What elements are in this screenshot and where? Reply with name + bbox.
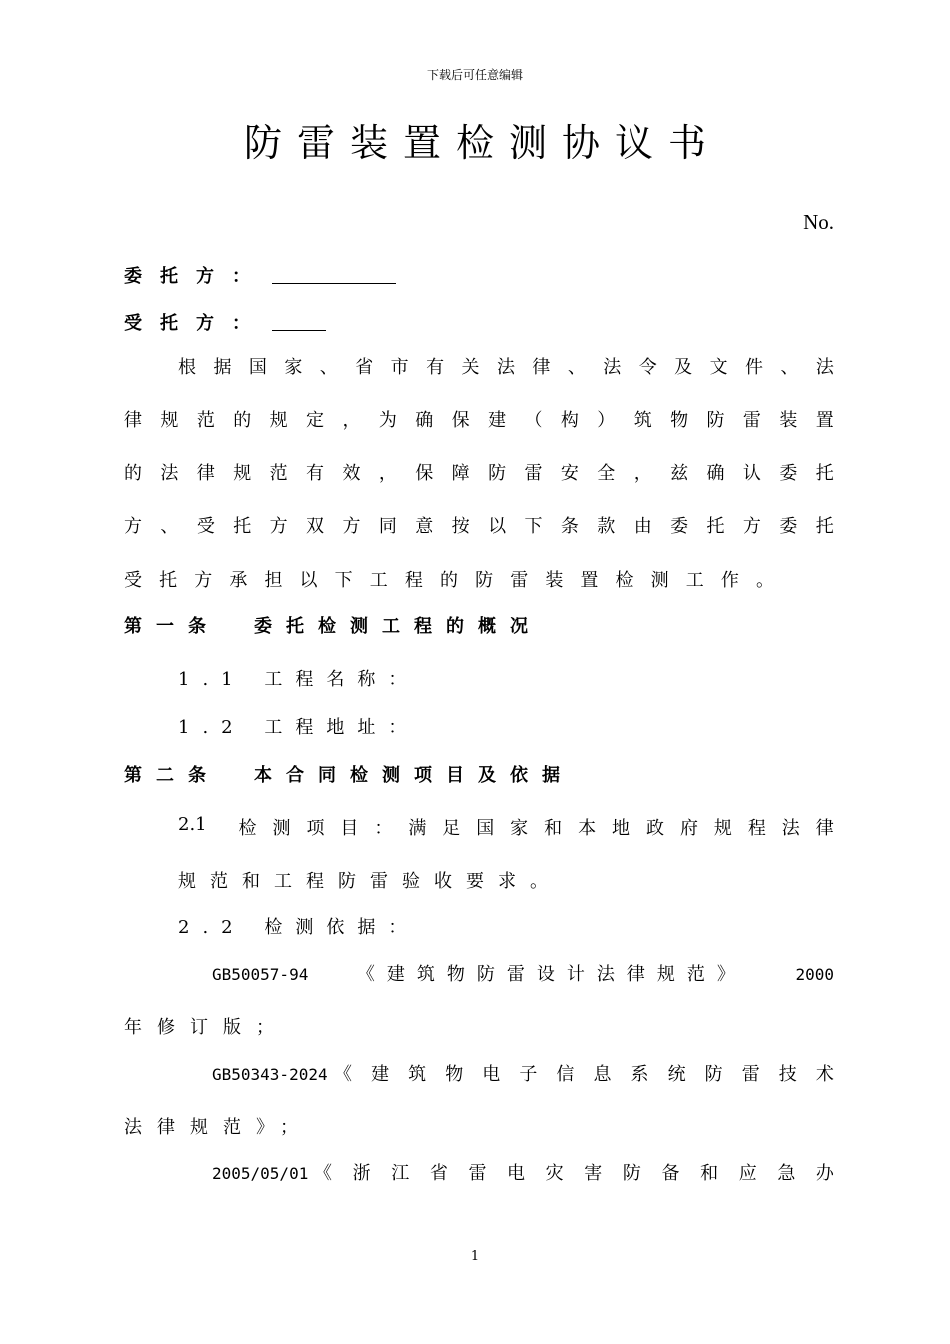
document-title: 防雷装置检测协议书 (243, 121, 721, 165)
standard-1-year: 2000 (795, 965, 834, 984)
article-2-title: 本合同检测项目及依据 (254, 765, 574, 786)
test-basis-item: 2.2 检测依据： (178, 917, 420, 938)
page-header: 下载后可任意编辑 (426, 68, 523, 82)
article-2-heading (124, 761, 574, 787)
standard-1-line-2: 年修订版； (124, 1017, 289, 1038)
standard-2-code: GB50343-2024 (212, 1065, 328, 1084)
intro-line-1: 根 据 国 家 、 省 市 有 关 法 律 、 法 令 及 文 件 、 法 (178, 357, 834, 378)
standard-1-line (212, 960, 834, 986)
intro-line-5: 受 托 方 承 担 以 下 工 程 的 防 雷 装 置 检 测 工 作 。 (124, 570, 774, 591)
project-name-item: 1.1 工程名称： (178, 669, 420, 690)
article-1-heading (124, 612, 542, 638)
standard-1-code: GB50057-94 (212, 965, 309, 984)
document-number: No. (803, 210, 834, 234)
contractor-label: 受托方： (124, 313, 268, 334)
article-1-number: 第一条 (124, 616, 220, 637)
project-address-item: 1.2 工程地址： (178, 717, 420, 738)
page-number: 1 (470, 1249, 480, 1264)
standard-3-line (212, 1159, 834, 1185)
standard-2-line-2: 法律规范》； (124, 1117, 313, 1138)
client-row (124, 262, 396, 288)
intro-line-2: 律 规 范 的 规 定 ， 为 确 保 建 （ 构 ） 筑 物 防 雷 装 置 (124, 410, 834, 431)
client-blank (272, 265, 396, 284)
intro-line-3: 的 法 律 规 范 有 效 ， 保 障 防 雷 安 全 ， 兹 确 认 委 托 (124, 463, 834, 484)
contractor-row (124, 309, 326, 335)
client-label: 委托方： (124, 266, 268, 287)
contractor-blank (272, 312, 326, 331)
test-items-line-2: 规范和工程防雷验收要求。 (178, 871, 562, 892)
standard-3-title: 《 浙 江 省 雷 电 灾 害 防 备 和 应 急 办 (314, 1163, 834, 1184)
standard-1-title: 《建筑物防雷设计法律规范》 (356, 964, 747, 985)
standard-3-code: 2005/05/01 (212, 1164, 309, 1183)
article-1-title: 委托检测工程的概况 (254, 616, 542, 637)
article-2-number: 第二条 (124, 765, 220, 786)
standard-2-title: 《 建 筑 物 电 子 信 息 系 统 防 雷 技 术 (334, 1064, 834, 1085)
test-items-line-1: 2.1 检 测 项 目 ： 满 足 国 家 和 本 地 政 府 规 程 法 律 (178, 814, 834, 839)
intro-line-4: 方 、 受 托 方 双 方 同 意 按 以 下 条 款 由 委 托 方 委 托 (124, 516, 834, 537)
standard-2-line (212, 1060, 834, 1086)
